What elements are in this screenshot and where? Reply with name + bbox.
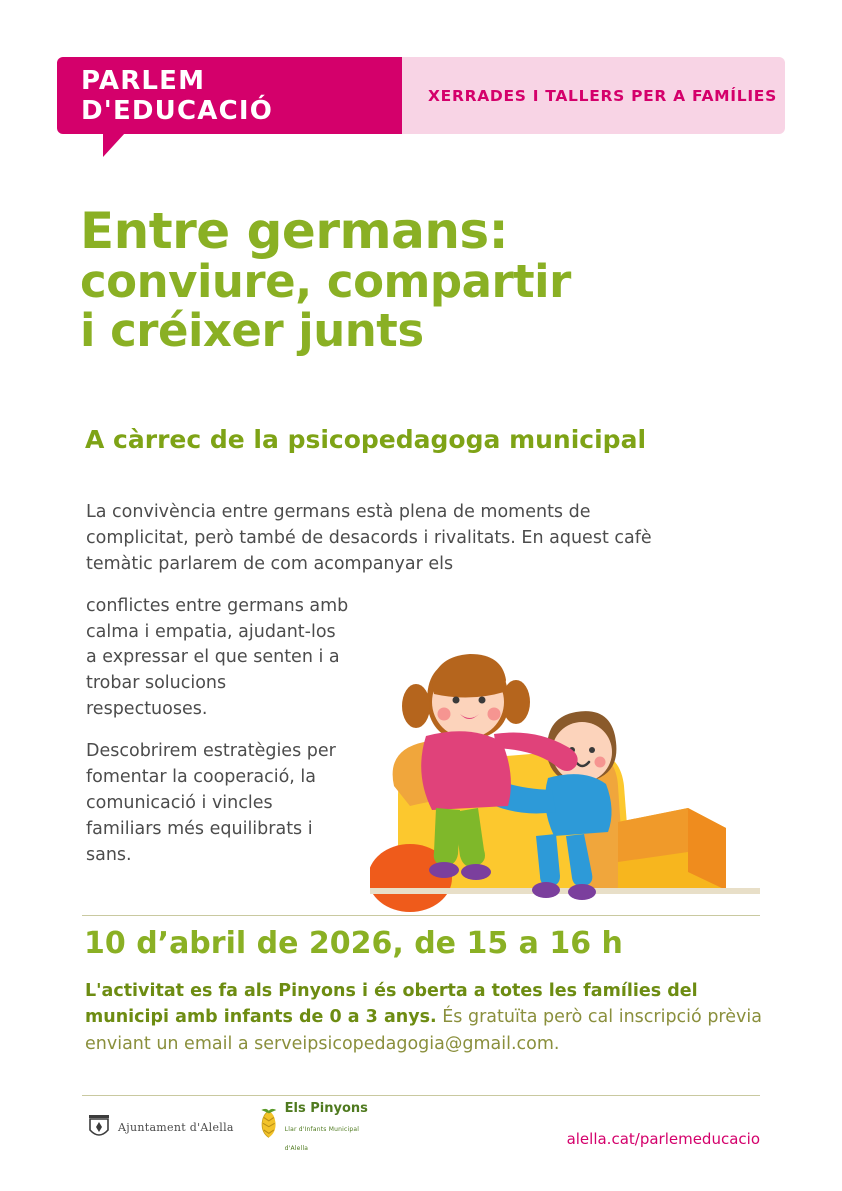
pinyons-text — [285, 1097, 368, 1154]
event-info-bold: L'activitat es fa als Pinyons i és oberta a totes les famílies del municipi amb infants de 0 a 3 anys. — [85, 981, 698, 1028]
program-label: PARLEM D'EDUCACIÓ — [81, 65, 274, 126]
program-badge — [57, 57, 402, 134]
description-paragraph-1: La convivència entre germans està plena de moments de complicitat, però també de desacords i rivalitats. En aquest cafè temàtic parlarem de com acompanyar els — [86, 502, 652, 574]
description-paragraph-2: conflictes entre germans amb calma i empatia, ajudant-los a expressar el que senten i a trobar solucions respectuoses. — [86, 595, 349, 720]
tagline-label: XERRADES I TALLERS PER A FAMÍLIES — [428, 86, 777, 105]
page-subtitle: A càrrec de la psicopedagoga municipal — [85, 425, 647, 454]
tagline-bar — [402, 57, 785, 134]
page-title — [80, 202, 760, 357]
pinyons-logo — [258, 1100, 368, 1152]
divider-bottom — [82, 1095, 760, 1096]
event-info-rest: És gratuïta però cal inscripció prèvia enviant un email a serveipsicopedagogia@gmail.com. — [85, 1007, 762, 1054]
event-info — [85, 978, 765, 1057]
description-paragraph-3: Descobrirem estratègies per fomentar la cooperació, la comunicació i vincles familiars més equilibrats i sans. — [86, 741, 336, 865]
ajuntament-label: Ajuntament d'Alella — [118, 1120, 234, 1134]
speech-bubble-tail-icon — [103, 133, 125, 157]
illustration-svg — [370, 590, 760, 920]
title-line-1: Entre germans: — [80, 202, 509, 260]
siblings-illustration — [370, 590, 760, 920]
ajuntament-logo — [86, 1110, 236, 1144]
title-line-2: conviure, compartir — [80, 255, 571, 308]
pinyons-name: Els Pinyons — [284, 1100, 368, 1116]
ajuntament-crest-icon — [86, 1112, 112, 1142]
event-date: 10 d’abril de 2026, de 15 a 16 h — [84, 926, 623, 961]
divider-top — [82, 915, 760, 916]
pinecone-icon — [258, 1106, 280, 1144]
header-banner — [57, 57, 785, 134]
pinyons-subtitle: Llar d'Infants Municipal d'Alella — [284, 1125, 360, 1152]
title-line-3: i créixer junts — [80, 303, 424, 357]
footer-website-link[interactable]: alella.cat/parlemeducacio — [566, 1130, 760, 1148]
